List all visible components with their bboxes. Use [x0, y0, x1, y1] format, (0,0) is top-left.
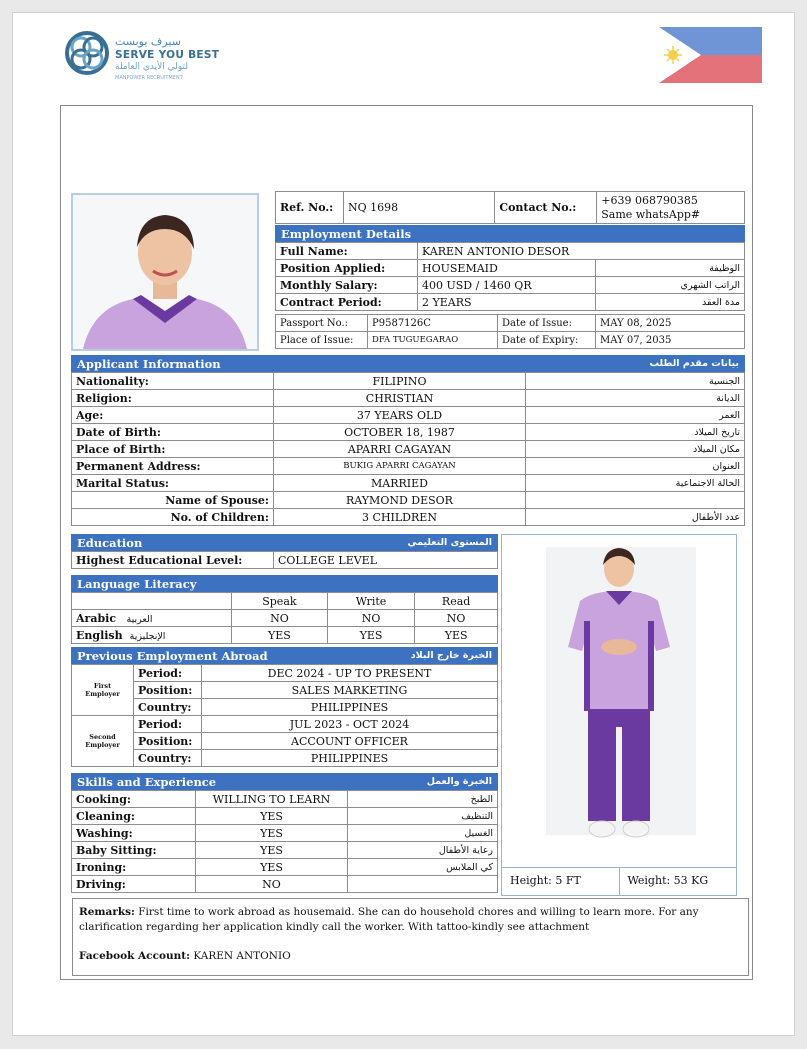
second-position-label: Position:	[134, 733, 202, 750]
language-title: Language Literacy	[77, 576, 197, 591]
table-row	[72, 424, 745, 441]
logo-english: SERVE YOU BEST	[115, 49, 220, 61]
religion-arabic: الديانة	[526, 390, 745, 407]
english-label-ar: الإنجليزية	[129, 630, 166, 642]
first-country-label: Country:	[134, 699, 202, 716]
table-row	[72, 808, 498, 825]
language-blank-cell	[72, 593, 232, 610]
contact-note: Same whatsApp#	[601, 207, 701, 221]
previous-table	[71, 664, 498, 767]
ref-value: NQ 1698	[343, 192, 494, 224]
english-speak: YES	[232, 627, 328, 644]
second-country-value: PHILIPPINES	[202, 750, 498, 767]
arabic-cell	[72, 610, 232, 627]
table-row	[72, 791, 498, 808]
contract-arabic: مدة العقد	[596, 294, 745, 311]
read-header: Read	[415, 593, 498, 610]
salary-value: 400 USD / 1460 QR	[418, 277, 596, 294]
spouse-label: Name of Spouse:	[72, 492, 274, 509]
table-row	[72, 716, 498, 733]
religion-label: Religion:	[72, 390, 274, 407]
table-row	[72, 492, 745, 509]
applicant-table	[71, 372, 745, 526]
table-row	[72, 842, 498, 859]
weight-value: Weight: 53 KG	[627, 874, 709, 887]
ref-label: Ref. No.:	[276, 192, 344, 224]
second-period-label: Period:	[134, 716, 202, 733]
table-row	[72, 733, 498, 750]
ironing-value: YES	[196, 859, 348, 876]
height-value: Height: 5 FT	[502, 868, 620, 895]
full-body-photo	[502, 535, 736, 865]
applicant-title-arabic: بيانات مقدم الطلب	[649, 358, 739, 369]
arabic-speak: NO	[232, 610, 328, 627]
previous-header	[71, 647, 498, 664]
cooking-label: Cooking:	[72, 791, 196, 808]
philippines-flag	[659, 27, 762, 83]
pob-label: Place of Birth:	[72, 441, 274, 458]
place-issue-value: DFA TUGUEGARAO	[368, 332, 498, 349]
remarks-box	[72, 898, 749, 976]
ironing-arabic: كي الملابس	[348, 859, 498, 876]
position-label: Position Applied:	[276, 260, 418, 277]
employment-details	[275, 242, 745, 311]
expiry-value: MAY 07, 2035	[596, 332, 745, 349]
company-logo	[63, 29, 223, 89]
english-label: English	[76, 628, 123, 642]
logo-arabic-sub: لتولي الأيدي العاملة	[115, 62, 188, 72]
first-period-label: Period:	[134, 665, 202, 682]
washing-label: Washing:	[72, 825, 196, 842]
table-row	[72, 876, 498, 893]
table-row	[72, 859, 498, 876]
skills-table	[71, 790, 498, 893]
cleaning-value: YES	[196, 808, 348, 825]
remarks-paragraph	[79, 905, 742, 935]
marital-arabic: الحالة الاجتماعية	[526, 475, 745, 492]
second-position-value: ACCOUNT OFFICER	[202, 733, 498, 750]
remarks-text: First time to work abroad as housemaid. She can do household chores and willing to learn more. For any clarification regarding her application kindly call the worker. With tattoo-kindly see attachment	[79, 906, 699, 933]
measurements-row	[502, 867, 736, 895]
second-country-label: Country:	[134, 750, 202, 767]
driving-label: Driving:	[72, 876, 196, 893]
spouse-value: RAYMOND DESOR	[274, 492, 526, 509]
table-row	[72, 682, 498, 699]
passport-value: P9587126C	[368, 315, 498, 332]
full-name-value: KAREN ANTONIO DESOR	[418, 243, 745, 260]
education-header	[71, 534, 498, 551]
portrait-photo	[71, 193, 259, 351]
logo-tagline: MANPOWER RECRUITMENT	[115, 75, 183, 81]
previous-title: Previous Employment Abroad	[77, 648, 268, 663]
driving-value: NO	[196, 876, 348, 893]
table-row	[72, 750, 498, 767]
table-row	[276, 260, 745, 277]
logo-arabic: سيرف يوبست	[115, 35, 181, 48]
babysitting-label: Baby Sitting:	[72, 842, 196, 859]
table-row	[72, 373, 745, 390]
babysitting-value: YES	[196, 842, 348, 859]
pob-arabic: مكان الميلاد	[526, 441, 745, 458]
remarks-label: Remarks:	[79, 906, 135, 918]
religion-value: CHRISTIAN	[274, 390, 526, 407]
table-row	[72, 552, 498, 569]
first-country-value: PHILIPPINES	[202, 699, 498, 716]
table-row	[276, 277, 745, 294]
previous-title-arabic: الخبرة خارج البلاد	[410, 650, 492, 661]
language-header	[71, 575, 498, 592]
table-row	[276, 243, 745, 260]
table-row	[72, 610, 498, 627]
facebook-value: KAREN ANTONIO	[193, 950, 291, 962]
arabic-read: NO	[415, 610, 498, 627]
table-row	[276, 294, 745, 311]
place-issue-label: Place of Issue:	[276, 332, 368, 349]
cooking-arabic: الطبخ	[348, 791, 498, 808]
full-name-label: Full Name:	[276, 243, 418, 260]
write-header: Write	[327, 593, 414, 610]
cleaning-label: Cleaning:	[72, 808, 196, 825]
dob-arabic: تاريخ الميلاد	[526, 424, 745, 441]
table-row	[72, 627, 498, 644]
salary-label: Monthly Salary:	[276, 277, 418, 294]
spouse-arabic	[526, 492, 745, 509]
applicant-title: Applicant Information	[77, 356, 221, 371]
driving-arabic	[348, 876, 498, 893]
table-row	[72, 699, 498, 716]
children-label: No. of Children:	[72, 509, 274, 526]
table-row	[276, 332, 745, 349]
education-value: COLLEGE LEVEL	[274, 552, 498, 569]
age-arabic: العمر	[526, 407, 745, 424]
table-row	[72, 475, 745, 492]
english-read: YES	[415, 627, 498, 644]
contact-label: Contact No.:	[495, 192, 597, 224]
ironing-label: Ironing:	[72, 859, 196, 876]
table-row	[72, 390, 745, 407]
first-position-value: SALES MARKETING	[202, 682, 498, 699]
first-employer-tag: First Employer	[72, 665, 134, 716]
table-row	[72, 593, 498, 610]
issue-date-label: Date of Issue:	[498, 315, 596, 332]
first-position-label: Position:	[134, 682, 202, 699]
employment-header	[275, 225, 745, 242]
table-row	[72, 665, 498, 682]
language-table	[71, 592, 498, 644]
english-write: YES	[327, 627, 414, 644]
arabic-label: Arabic	[76, 611, 117, 625]
nationality-value: FILIPINO	[274, 373, 526, 390]
washing-value: YES	[196, 825, 348, 842]
dob-value: OCTOBER 18, 1987	[274, 424, 526, 441]
skills-title: Skills and Experience	[77, 774, 217, 789]
applicant-header	[71, 355, 745, 372]
table-row	[72, 441, 745, 458]
marital-value: MARRIED	[274, 475, 526, 492]
education-label: Highest Educational Level:	[72, 552, 274, 569]
washing-arabic: الغسيل	[348, 825, 498, 842]
nationality-label: Nationality:	[72, 373, 274, 390]
contract-value: 2 YEARS	[418, 294, 596, 311]
position-arabic: الوظيفة	[596, 260, 745, 277]
dob-label: Date of Birth:	[72, 424, 274, 441]
address-value: BUKIG APARRI CAGAYAN	[274, 458, 526, 475]
portrait-image	[73, 195, 257, 349]
table-row	[276, 315, 745, 332]
expiry-label: Date of Expiry:	[498, 332, 596, 349]
marital-label: Marital Status:	[72, 475, 274, 492]
children-arabic: عدد الأطفال	[526, 509, 745, 526]
children-value: 3 CHILDREN	[274, 509, 526, 526]
education-title: Education	[77, 535, 143, 550]
arabic-label-ar: العربية	[126, 613, 153, 625]
second-employer-tag: Second Employer	[72, 716, 134, 767]
babysitting-arabic: رعاية الأطفال	[348, 842, 498, 859]
table-row	[72, 458, 745, 475]
contact-value: +639 068790385	[601, 193, 698, 207]
second-period-value: JUL 2023 - OCT 2024	[202, 716, 498, 733]
salary-arabic: الراتب الشهري	[596, 277, 745, 294]
pob-value: APARRI CAGAYAN	[274, 441, 526, 458]
arabic-write: NO	[327, 610, 414, 627]
table-row	[72, 825, 498, 842]
logo-knot-icon	[63, 29, 111, 77]
employment-table	[275, 191, 745, 224]
full-body-photo-frame	[501, 534, 737, 896]
facebook-label: Facebook Account:	[79, 950, 190, 962]
address-label: Permanent Address:	[72, 458, 274, 475]
passport-label: Passport No.:	[276, 315, 368, 332]
cv-page	[12, 12, 795, 1036]
contact-cell	[597, 192, 745, 224]
cleaning-arabic: التنظيف	[348, 808, 498, 825]
cooking-value: WILLING TO LEARN	[196, 791, 348, 808]
contract-label: Contract Period:	[276, 294, 418, 311]
position-value: HOUSEMAID	[418, 260, 596, 277]
table-row	[72, 407, 745, 424]
table-row	[72, 509, 745, 526]
facebook-line	[79, 949, 742, 964]
first-period-value: DEC 2024 - UP TO PRESENT	[202, 665, 498, 682]
education-title-arabic: المستوى التعليمي	[407, 537, 492, 548]
skills-header	[71, 773, 498, 790]
skills-title-arabic: الخبرة والعمل	[426, 776, 492, 787]
speak-header: Speak	[232, 593, 328, 610]
issue-date-value: MAY 08, 2025	[596, 315, 745, 332]
nationality-arabic: الجنسية	[526, 373, 745, 390]
age-value: 37 YEARS OLD	[274, 407, 526, 424]
education-table	[71, 551, 498, 569]
employment-title: Employment Details	[281, 226, 412, 241]
age-label: Age:	[72, 407, 274, 424]
address-arabic: العنوان	[526, 458, 745, 475]
passport-table	[275, 314, 745, 349]
english-cell	[72, 627, 232, 644]
